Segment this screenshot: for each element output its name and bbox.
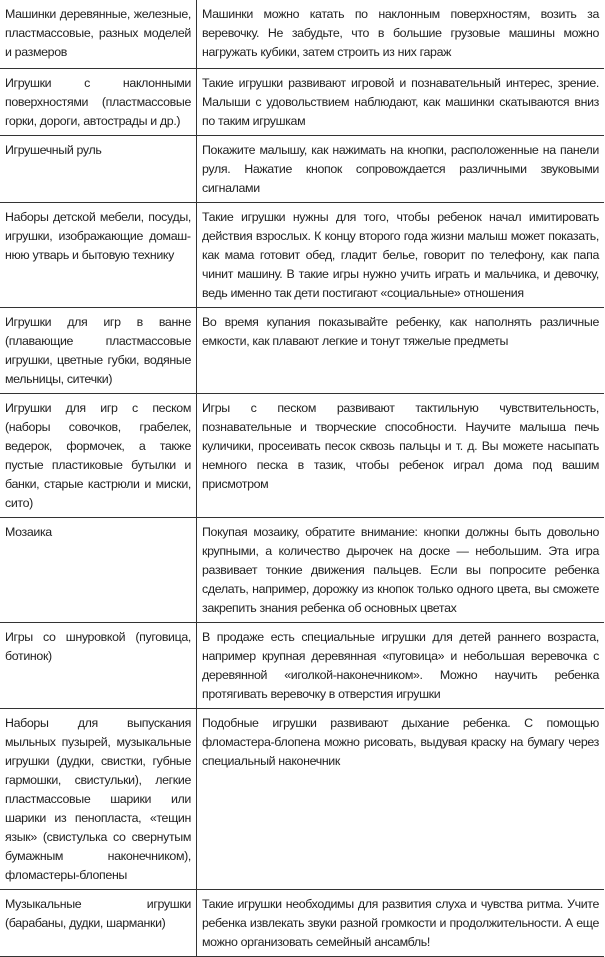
toy-cell: Музыкальные игрушки (барабаны, дудки, шарманки) (0, 889, 197, 956)
toy-cell: Игрушки для игр с песком (наборы совочков, грабелек, ведерок, формочек, а также пустые пластиковые бутылки и банки, старые кастрюли и миски, сито) (0, 393, 197, 517)
toy-cell: Наборы для выпускания мыльных пузырей, музыкальные игрушки (дудки, свистки, губные гармошки, свистульки), легкие пластмассовые шарики или шарики из пенопласта, «тещин язык» (свистулька со свернутым бумажным наконечником), фломастеры-блопены (0, 708, 197, 889)
table-row (0, 68, 604, 135)
advice-cell: Такие игрушки нужны для того, чтобы ребенок начал имитировать действия взрослых. К концу второго года жизни малыш может показать, как мама готовит обед, гладит белье, говорит по телефону, как папа чинит машину. В такие игры нужно учить играть и мальчика, и девочку, ведь именно так дети постигают «социальные» отношения (197, 202, 605, 307)
advice-cell: Во время купания показывайте ребенку, как наполнять различные емкости, как плавают легкие и тонут тяжелые предметы (197, 307, 605, 393)
table-row (0, 0, 604, 68)
toy-cell: Игрушки с наклонными поверхностями (пластмассовые горки, дороги, автострады и др.) (0, 68, 197, 135)
toy-cell: Машинки деревянные, железные, пластмассовые, разных моделей и размеров (0, 0, 197, 68)
advice-cell: Игры с песком развивают тактильную чувствительность, познавательные и творческие способности. Научите малыша печь куличики, просеивать песок сквозь пальцы и т. д. Вы можете насыпать немного песка в тазик, чтобы ребенок играл дома под вашим присмотром (197, 393, 605, 517)
table-row (0, 307, 604, 393)
table-row (0, 135, 604, 202)
table-row (0, 202, 604, 307)
advice-cell: Покажите малышу, как нажимать на кнопки, расположенные на панели руля. Нажатие кнопок сопровождается различными звуковыми сигналами (197, 135, 605, 202)
toy-cell: Наборы детской мебели, посуды, игрушки, изображающие домашнюю утварь и бытовую технику (0, 202, 197, 307)
toy-cell: Мозаика (0, 517, 197, 622)
table-row (0, 393, 604, 517)
toy-cell: Игрушки для игр в ванне (плавающие пластмассовые игрушки, цветные губки, водяные мельницы, ситечки) (0, 307, 197, 393)
table-row (0, 708, 604, 889)
toy-cell: Игрушечный руль (0, 135, 197, 202)
advice-cell: Такие игрушки необходимы для развития слуха и чувства ритма. Учите ребенка извлекать звуки разной громкости и продолжительности. А еще можно организовать семейный ансамбль! (197, 889, 605, 956)
table-row (0, 889, 604, 956)
table-row (0, 622, 604, 708)
table-row (0, 517, 604, 622)
toy-cell: Игры со шнуровкой (пуговица, ботинок) (0, 622, 197, 708)
advice-cell: Покупая мозаику, обратите внимание: кнопки должны быть довольно крупными, а количество дырочек на доске — небольшим. Эта игра развивает тонкие движения пальцев. Если вы попросите ребенка сделать, например, дорожку из кнопок только одного цвета, вы сможете закрепить знания ребенка об основных цветах (197, 517, 605, 622)
advice-cell: Подобные игрушки развивают дыхание ребенка. С помощью фломастера-блопена можно рисовать, выдувая краску на бумагу через специальный наконечник (197, 708, 605, 889)
advice-cell: Такие игрушки развивают игровой и познавательный интерес, зрение. Малыши с удовольствием наблюдают, как машинки скатываются вниз по таким игрушкам (197, 68, 605, 135)
advice-cell: Машинки можно катать по наклонным поверхностям, возить за веревочку. Не забудьте, что в большие грузовые машины можно нагружать кубики, затем строить из них гараж (197, 0, 605, 68)
advice-cell: В продаже есть специальные игрушки для детей раннего возраста, например крупная деревянная «пуговица» и небольшая веревочка с деревянной «иголкой-наконечником». Можно научить ребенка протягивать веревочку в отверстия игрушки (197, 622, 605, 708)
